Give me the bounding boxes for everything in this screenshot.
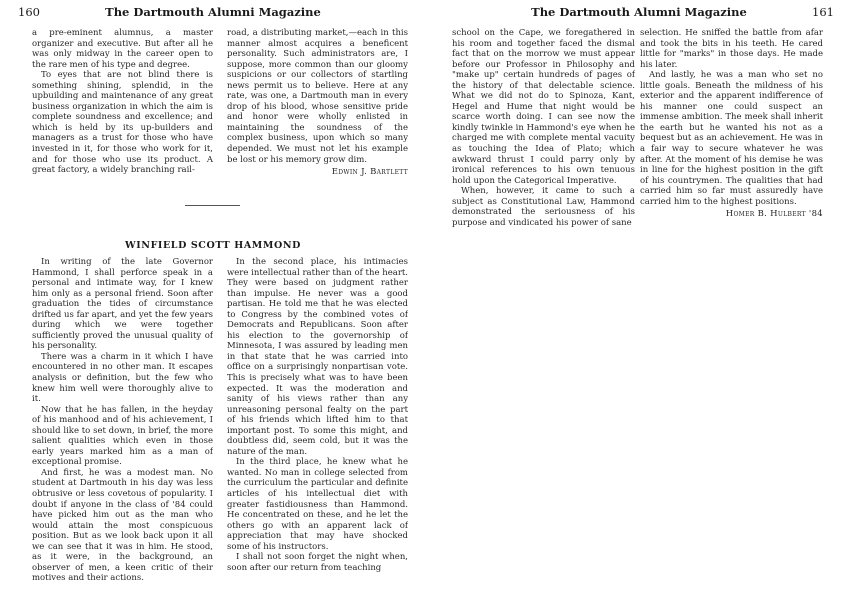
page-number-left: 160 [18,5,40,19]
paragraph: In the third place, he knew what he wanted. No man in college selected from the curriculum the particular and definite articles of his intellectual diet with greater fastidiousness than Hammond. He concentrated on these, and he let the others go with an apparent lack of appreciation that may have shocked some of his instructors. [227,457,408,552]
paragraph: Now that he has fallen, in the heyday of his manhood and of his achievement, I should like to set down, in brief, the more salient qualities which even in those early years marked him as a man of exceptional promise. [32,404,213,468]
paragraph: road, a distributing market,—each in this manner almost acquires a beneficent personality. Such administrators are, I suppose, more common than our gloomy suspicions or our collectors of startling news permit us to believe. Here at any rate, was one, a Dartmouth man in every drop of his blood, whose sensitive pride and honor were wholly enlisted in maintaining the soundness of the complex business, upon which so many depended. We must not let his example be lost or his memory grow dim. [227,28,408,165]
author-signature: Edwin J. Bartlett [331,167,408,178]
left-col1-top [32,28,213,238]
paragraph: And lastly, he was a man who set no little goals. Beneath the mildness of his exterior and the apparent indifference of his manner one could suspect an immense ambition. The meek shall inherit the earth but he wanted his not as a bequest but as an achievement. He was in a fair way to secure whatever he was after. At the moment of his demise he was in line for the highest position in the gift of his countrymen. The qualities that had carried him so far must assuredly have carried him to the highest positions. [640,70,823,207]
right-col1 [452,28,635,258]
paragraph: And first, he was a modest man. No student at Dartmouth in his day was less obtrusive or less covetous of popularity. I doubt if anyone in the class of '84 could have picked him out as the man who would attain the most conspicuous position. But as we look back upon it all we can see that it was in him. He stood, as it were, in the background, an observer of men, a keen critic of their motives and their actions. [32,467,213,584]
author-signature: Homer B. Hulbert '84 [725,209,823,220]
left-col2-bottom [227,257,408,592]
right-col2 [640,28,823,268]
paragraph: selection. He sniffed the battle from afar and took the bits in his teeth. He cared little for "marks" in those days. He made his later. [640,28,823,70]
section-divider [185,205,240,206]
paragraph: a pre-eminent alumnus, a master organizer and executive. But after all he was only midway in the career open to the rare men of his type and degree. [32,28,213,70]
section-title: WINFIELD SCOTT HAMMOND [124,240,302,251]
paragraph: In writing of the late Governor Hammond, I shall perforce speak in a personal and intimate way, for I knew him only as a personal friend. Soon after graduation the tides of circumstance drifted us far apart, and yet the few years during which we were together sufficiently proved the unusual quality of his personality. [32,257,213,352]
left-col2-top [227,28,408,188]
paragraph: There was a charm in it which I have encountered in no other man. It escapes analysis or definition, but the few who knew him well were thoroughly alive to it. [32,351,213,405]
paragraph: When, however, it came to such a subject as Constitutional Law, Hammond demonstrated the seriousness of his purpose and vindicated his power of sane [452,186,635,228]
paragraph: In the second place, his intimacies were intellectual rather than of the heart. They were based on judgment rather than impulse. He never was a good partisan. He told me that he was elected to Congress by the combined votes of Democrats and Republicans. Soon after his election to the governorship of Minnesota, I was assured by leading men in that state that he was carried into office on a surprisingly nonpartisan vote. This is precisely what was to have been expected. It was the moderation and sanity of his views rather than any unreasoning personal fealty on the part of his friends which lifted him to that important post. To some this might, and doubtless did, seem cold, but it was the nature of the man. [227,257,408,457]
left-col1-bottom [32,257,213,592]
paragraph: To eyes that are not blind there is something shining, splendid, in the upbuilding and maintenance of any great business organization in which the aim is complete soundness and excellence; and which is held by its up-builders and managers as a trust for those who have invested in it, for those who work for it, and for those who use its product. A great factory, a widely branching rail- [32,70,213,176]
running-header-left: The Dartmouth Alumni Magazine [105,5,321,19]
page-number-right: 161 [812,5,834,19]
right-page [426,0,852,600]
running-header-right: The Dartmouth Alumni Magazine [531,5,747,19]
paragraph: I shall not soon forget the night when, soon after our return from teaching [227,552,408,573]
paragraph: school on the Cape, we foregathered in his room and together faced the dismal fact that on the morrow we must appear before our Professor in Philosophy and "make up" certain hundreds of pages of the history of that delectable science. What we did not do to Spinoza, Kant, Hegel and Hume that night would be scarce worth doing. I can see now the kindly twinkle in Hammond's eye when he charged me with complete mental vacuity as touching the Idea of Plato; which awkward thrust I could parry only by ironical references to his own tenuous hold upon the Categorical Imperative. [452,28,635,186]
